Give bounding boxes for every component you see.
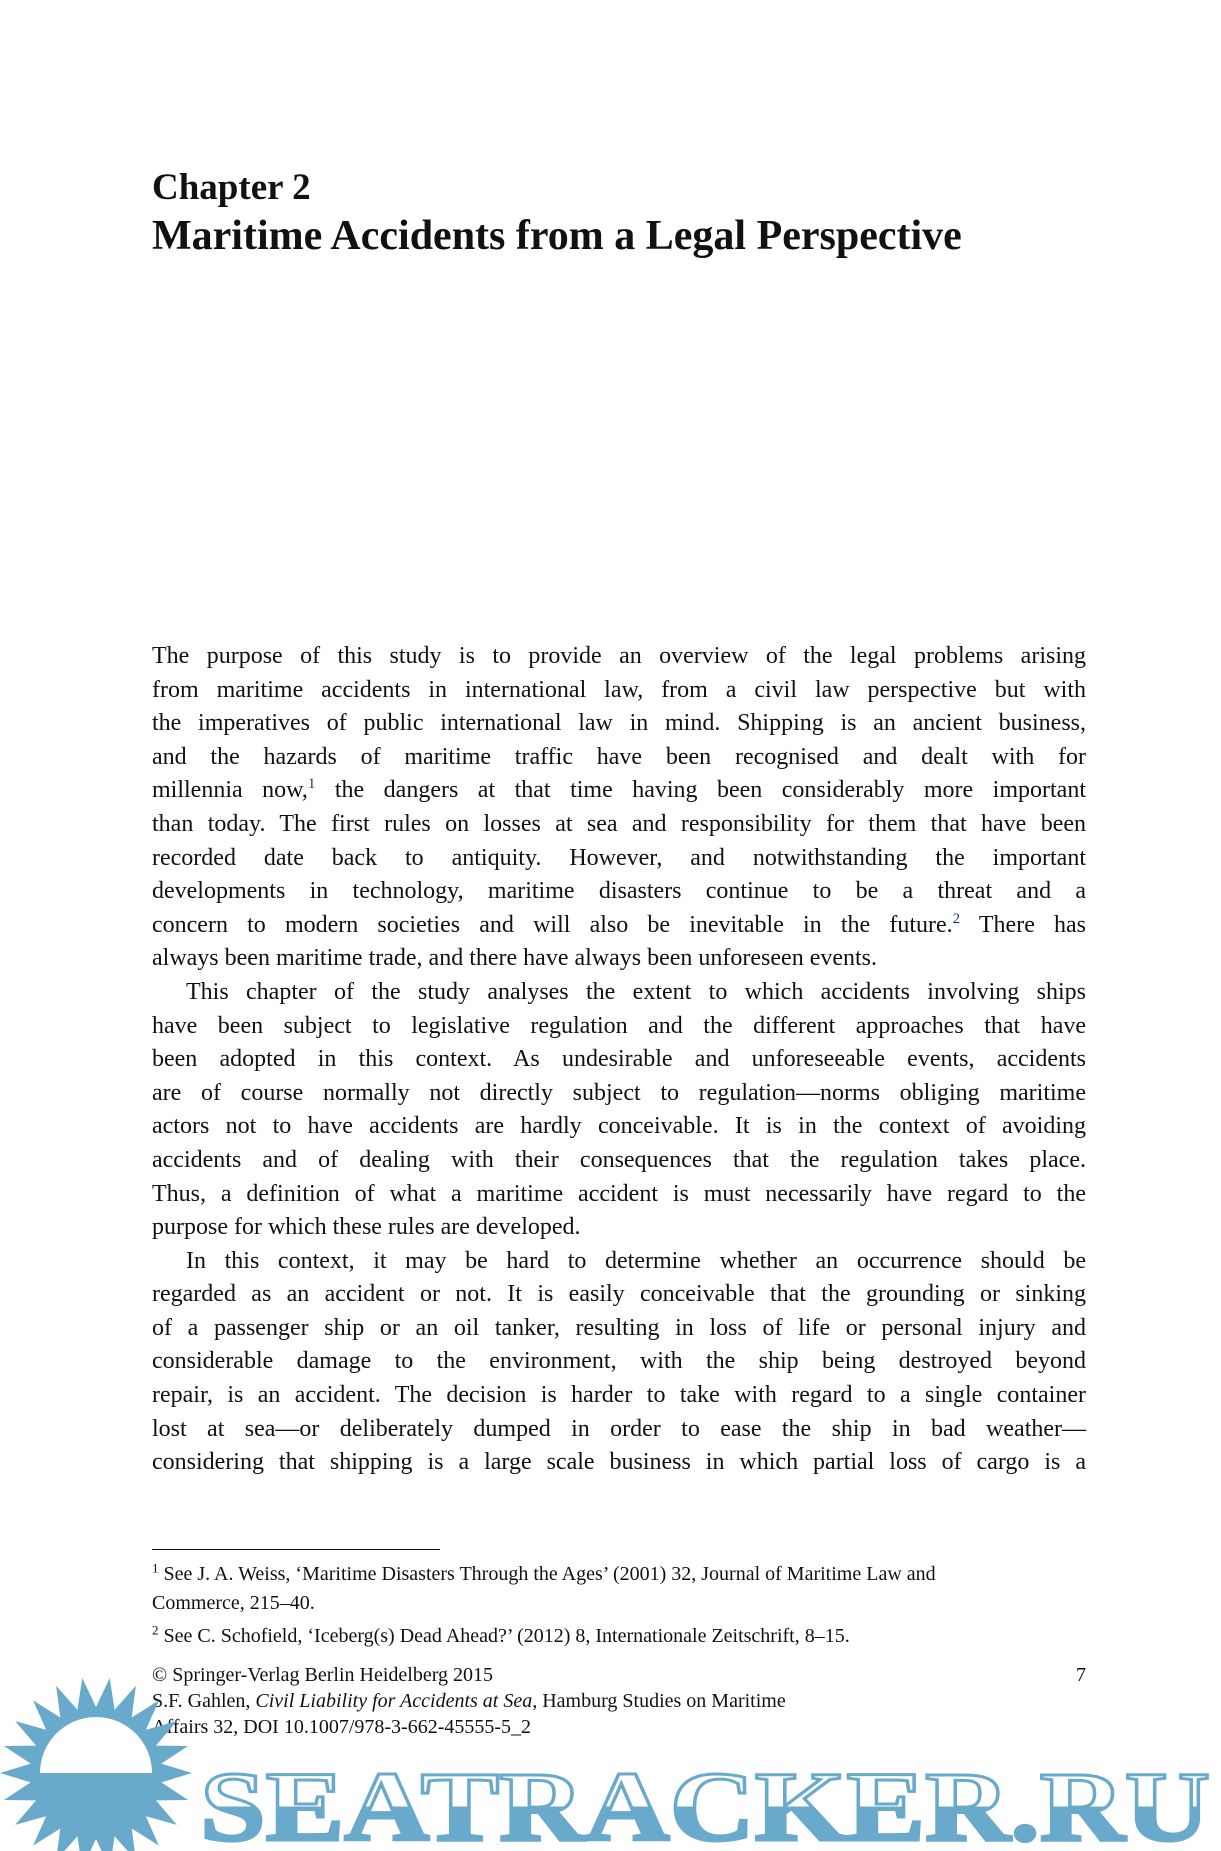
body-text xyxy=(152,640,1086,1480)
series: , Hamburg Studies on Maritime xyxy=(532,1690,786,1712)
text-segment: considerable damage to the environment, with the ship being destroyed beyond xyxy=(152,1348,1086,1375)
text-line xyxy=(152,1278,1086,1312)
text-line xyxy=(152,909,1086,943)
text-line xyxy=(152,741,1086,775)
text-line xyxy=(152,774,1086,808)
text-segment: repair, is an accident. The decision is harder to take with regard to a single container xyxy=(152,1382,1086,1409)
footnote-text: See C. Schofield, ‘Iceberg(s) Dead Ahead?’ (2012) 8, Internationale Zeitschrift, 8–15. xyxy=(163,1625,850,1647)
text-segment: actors not to have accidents are hardly conceivable. It is in the context of avoiding xyxy=(152,1113,1086,1140)
text-line xyxy=(152,1211,1086,1245)
text-line xyxy=(152,1379,1086,1413)
footnote-text-continued: Commerce, 215–40. xyxy=(152,1592,315,1614)
text-segment: from maritime accidents in international law, from a civil law perspective but with xyxy=(152,676,1086,703)
sun-logo-icon xyxy=(0,1678,192,1851)
footnote-marker: 2 xyxy=(152,1622,159,1638)
text-line xyxy=(152,1312,1086,1346)
text-line xyxy=(152,1245,1086,1279)
text-segment: purpose for which these rules are developed. xyxy=(152,1214,581,1241)
text-line xyxy=(152,1144,1086,1178)
text-line xyxy=(152,707,1086,741)
text-line xyxy=(152,1010,1086,1044)
text-line xyxy=(152,640,1086,674)
text-line xyxy=(152,1345,1086,1379)
text-line xyxy=(152,1178,1086,1212)
chapter-title: Maritime Accidents from a Legal Perspective xyxy=(152,213,962,259)
doi: Affairs 32, DOI 10.1007/978-3-662-45555-5_2 xyxy=(152,1716,532,1738)
text-segment: have been subject to legislative regulation and the different approaches that have xyxy=(152,1012,1086,1039)
text-segment: This chapter of the study analyses the extent to which accidents involving ships xyxy=(186,978,1086,1005)
text-segment: and the hazards of maritime traffic have been recognised and dealt with for xyxy=(152,743,1086,770)
text-line xyxy=(152,1446,1086,1480)
watermark xyxy=(0,1655,1221,1851)
text-line xyxy=(152,842,1086,876)
text-segment: Thus, a definition of what a maritime accident is must necessarily have regard to the xyxy=(152,1180,1086,1207)
author: S.F. Gahlen, xyxy=(152,1690,256,1712)
text-segment: There has xyxy=(960,911,1087,938)
watermark-text: SEATRACKER.RU xyxy=(200,1751,1210,1851)
text-line xyxy=(152,1413,1086,1447)
text-segment: the imperatives of public international law in mind. Shipping is an ancient business, xyxy=(152,710,1086,737)
copyright: © Springer-Verlag Berlin Heidelberg 2015 xyxy=(152,1664,494,1686)
text-line xyxy=(152,674,1086,708)
footnote-divider xyxy=(152,1549,440,1550)
text-line xyxy=(152,1043,1086,1077)
text-segment: developments in technology, maritime disasters continue to be a threat and a xyxy=(152,878,1086,905)
text-segment: lost at sea—or deliberately dumped in order to ease the ship in bad weather— xyxy=(152,1415,1086,1442)
text-segment: been adopted in this context. As undesirable and unforeseeable events, accidents xyxy=(152,1046,1086,1073)
text-line xyxy=(152,1077,1086,1111)
page-number: 7 xyxy=(1076,1664,1086,1686)
text-segment: recorded date back to antiquity. However, and notwithstanding the important xyxy=(152,844,1086,871)
footnote-reference[interactable]: 2 xyxy=(952,910,961,927)
text-segment: accidents and of dealing with their consequences that the regulation takes place. xyxy=(152,1146,1086,1173)
text-segment: In this context, it may be hard to determine whether an occurrence should be xyxy=(186,1247,1086,1274)
text-segment: are of course normally not directly subject to regulation—norms obliging maritime xyxy=(152,1079,1086,1106)
footnote-text: See J. A. Weiss, ‘Maritime Disasters Through the Ages’ (2001) 32, Journal of Maritime Law and xyxy=(163,1563,936,1585)
footnote-marker: 1 xyxy=(152,1560,159,1576)
text-segment: always been maritime trade, and there have always been unforeseen events. xyxy=(152,945,878,972)
text-line xyxy=(152,942,1086,976)
text-segment: the dangers at that time having been considerably more important xyxy=(315,777,1086,804)
chapter-label: Chapter 2 xyxy=(152,167,311,208)
text-line xyxy=(152,808,1086,842)
text-segment: millennia now, xyxy=(152,777,308,804)
footnote-2 xyxy=(152,1622,1086,1651)
text-segment: of a passenger ship or an oil tanker, resulting in loss of life or personal injury and xyxy=(152,1314,1086,1341)
text-segment: considering that shipping is a large scale business in which partial loss of cargo is a xyxy=(152,1449,1086,1476)
text-segment: The purpose of this study is to provide an overview of the legal problems arising xyxy=(152,643,1086,669)
footnote-reference[interactable]: 1 xyxy=(307,776,316,793)
text-segment: concern to modern societies and will also be inevitable in the future. xyxy=(152,911,953,938)
text-line xyxy=(152,976,1086,1010)
text-line xyxy=(152,875,1086,909)
footnote-1 xyxy=(152,1560,1086,1618)
text-line xyxy=(152,1110,1086,1144)
book-title: Civil Liability for Accidents at Sea xyxy=(255,1690,533,1712)
text-segment: regarded as an accident or not. It is easily conceivable that the grounding or sinking xyxy=(152,1281,1086,1308)
text-segment: than today. The first rules on losses at sea and responsibility for them that have been xyxy=(152,810,1086,837)
